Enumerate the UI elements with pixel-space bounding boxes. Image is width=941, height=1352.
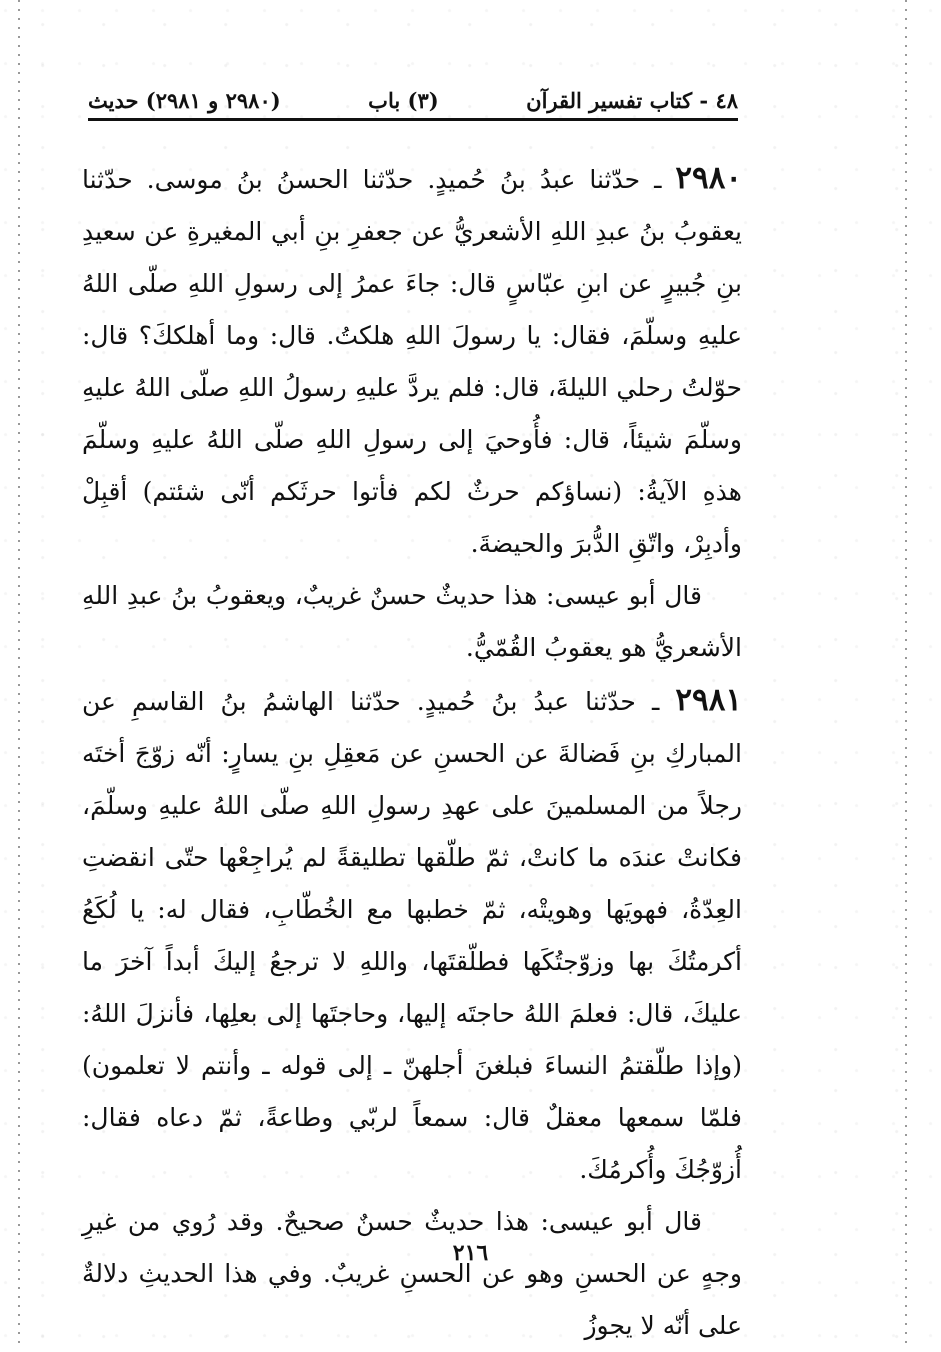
section-label: (٣) باب: [368, 87, 439, 113]
hadith-text: ـ حدّثنا عبدُ بنُ حُميدٍ. حدّثنا الحسنُ بنُ موسى. حدّثنا يعقوبُ بنُ عبدِ اللهِ الأشعريُّ عن جعفرِ بنِ أبي المغيرةِ عن سعيدِ بنِ جُبيرٍ عن ابنِ عبّاسٍ قال: جاءَ عمرُ إلى رسولِ اللهِ صلّى اللهُ عليهِ وسلّمَ، فقال: يا رسولَ اللهِ هلكتُ. قال: وما أهلككَ؟ قال: حوّلتُ رحلي الليلةَ، قال: فلم يردَّ عليهِ رسولُ اللهِ صلّى اللهُ عليهِ وسلّمَ شيئاً، قال: فأُوحيَ إلى رسولِ اللهِ صلّى اللهُ عليهِ وسلّمَ هذهِ الآيةُ: (نساؤكم حرثٌ لكم فأتوا حرثَكم أنّى شئتم) أقبِلْ وأدبِرْ، واتّقِ الدُّبرَ والحيضةَ.: [82, 165, 742, 558]
commentary-paragraph: قال أبو عيسى: هذا حديثٌ حسنٌ غريبٌ، ويعقوبُ بنُ عبدِ اللهِ الأشعريُّ هو يعقوبُ القُمّيُّ.: [82, 581, 742, 662]
hadith-text: ـ حدّثنا عبدُ بنُ حُميدٍ. حدّثنا الهاشمُ بنُ القاسمِ عن المباركِ بنِ فَضالةَ عن الحسنِ عن مَعقِلِ بنِ يسارٍ: أنّه زوّجَ أختَه رجلاً من المسلمينَ على عهدِ رسولِ اللهِ صلّى اللهُ عليهِ وسلّمَ، فكانتْ عندَه ما كانتْ، ثمّ طلّقها تطليقةً لم يُراجِعْها حتّى انقضتِ العِدّةُ، فهويَها وهويتْه، ثمّ خطبها مع الخُطّابِ، فقال له: يا لُكَعُ أكرمتُكَ بها وزوّجتُكَها فطلّقتَها، واللهِ لا ترجعُ إليكَ أبداً آخرَ ما عليكَ، قال: فعلمَ اللهُ حاجتَه إليها، وحاجتَها إلى بعلِها، فأنزلَ اللهُ: (وإذا طلّقتمُ النساءَ فبلغنَ أجلهنّ ـ إلى قوله ـ وأنتم لا تعلمون) فلمّا سمعها معقلٌ قال: سمعاً لربّي وطاعةً، ثمّ دعاه فقال: أُزوّجُكَ وأُكرمُكَ.: [82, 687, 742, 1184]
running-head: [88, 82, 738, 121]
commentary-paragraph: قال أبو عيسى: هذا حديثٌ حسنٌ صحيحٌ. وقد رُوي من غيرِ وجهٍ عن الحسنِ وهو عن الحسنِ غريبٌ. وفي هذا الحديثِ دلالةٌ على أنّه لا يجوزُ: [82, 1207, 742, 1340]
scan-dot-line-left: [18, 0, 20, 1350]
hadith-number: ٢٩٨١: [675, 682, 742, 718]
hadith-range: (٢٩٨٠ و ٢٩٨١) حديث: [88, 87, 281, 113]
page-body: [82, 152, 742, 1352]
page-number: ٢١٦: [452, 1240, 489, 1266]
scan-dot-line-right: [905, 0, 907, 1350]
chapter-title: ٤٨ - كتاب تفسير القرآن: [526, 87, 738, 113]
hadith-paragraph: [82, 674, 742, 1196]
hadith-number: ٢٩٨٠: [675, 160, 742, 196]
hadith-paragraph: [82, 152, 742, 570]
